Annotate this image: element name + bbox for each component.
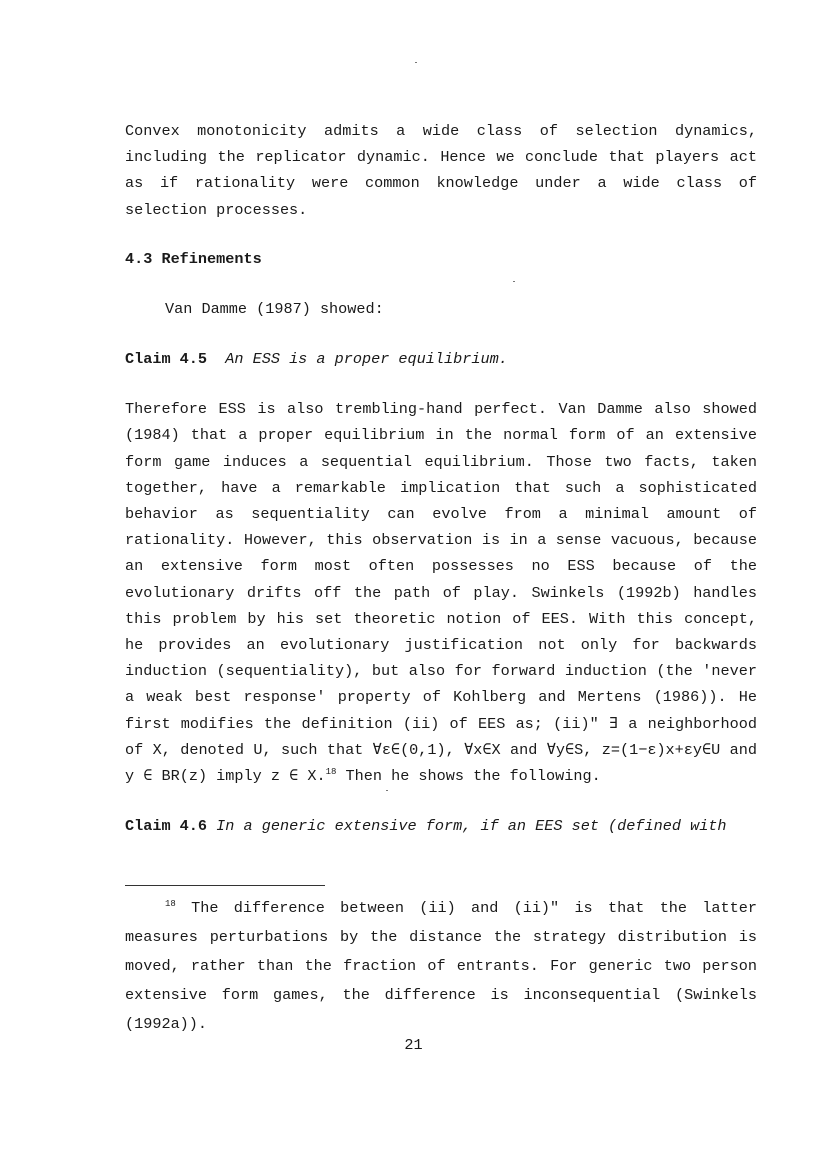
page-body (125, 118, 757, 839)
paragraph-therefore-ess-main: Therefore ESS is also trembling-hand perfect. Van Damme also showed (1984) that a proper equilibrium in the normal form of an extensive form game induces a sequential equilibrium. Those two facts, taken together, have a remarkable implication that such a sophisticated behavior as sequentiality can evolve from a minimal amount of rationality. However, this observation is in a sense vacuous, because an extensive form most often possesses no ESS because of the evolutionary drifts off the path of play. Swinkels (1992b) handles this problem by his set theoretic notion of EES. With this concept, he provides an evolutionary justification not only for backwards induction (sequentiality), but also for forward induction (the 'never a weak best response' property of Kohlberg and Mertens (1986)). He first modifies the definition (ii) of EES as; (ii)" ∃ a neighborhood of X, denoted U, such that ∀ε∈(0,1), ∀x∈X and ∀y∈S, z=(1−ε)x+εy∈U and y ∈ BR(z) imply z ∈ X. (125, 400, 757, 786)
paragraph-convex-monotonicity: Convex monotonicity admits a wide class of selection dynamics, including the replicator dynamic. Hence we conclude that players act as if rationality were common knowledge under a wide class of selection processes. (125, 122, 757, 219)
footnote-18 (125, 894, 757, 1039)
page-number: 21 (404, 1036, 423, 1054)
footnote-marker: 18 (165, 898, 176, 909)
footnote-reference: 18 (325, 767, 337, 777)
claim-4-6 (125, 813, 757, 839)
scan-speck (386, 790, 388, 791)
footnote-text: The difference between (ii) and (ii)" is that the latter measures perturbations by the distance the strategy distribution is moved, rather than the fraction of entrants. For generic two person extensive form games, the difference is inconsequential (Swinkels (1992a)). (125, 899, 757, 1033)
paragraph-van-damme: Van Damme (1987) showed: (165, 299, 384, 318)
scan-speck (415, 62, 417, 63)
footnote-rule (125, 885, 325, 886)
claim-4-6-text: In a generic extensive form, if an EES set (defined with (216, 817, 727, 836)
claim-4-6-label: Claim 4.6 (125, 817, 208, 836)
paragraph-therefore-ess (125, 396, 757, 789)
section-heading-refinements: 4.3 Refinements (125, 249, 262, 268)
scan-speck (513, 281, 515, 282)
paragraph-therefore-ess-tail: Then he shows the following. (336, 767, 601, 786)
claim-4-5-text: An ESS is a proper equilibrium. (225, 350, 508, 369)
claim-4-5 (125, 346, 757, 372)
claim-4-5-label: Claim 4.5 (125, 350, 208, 369)
